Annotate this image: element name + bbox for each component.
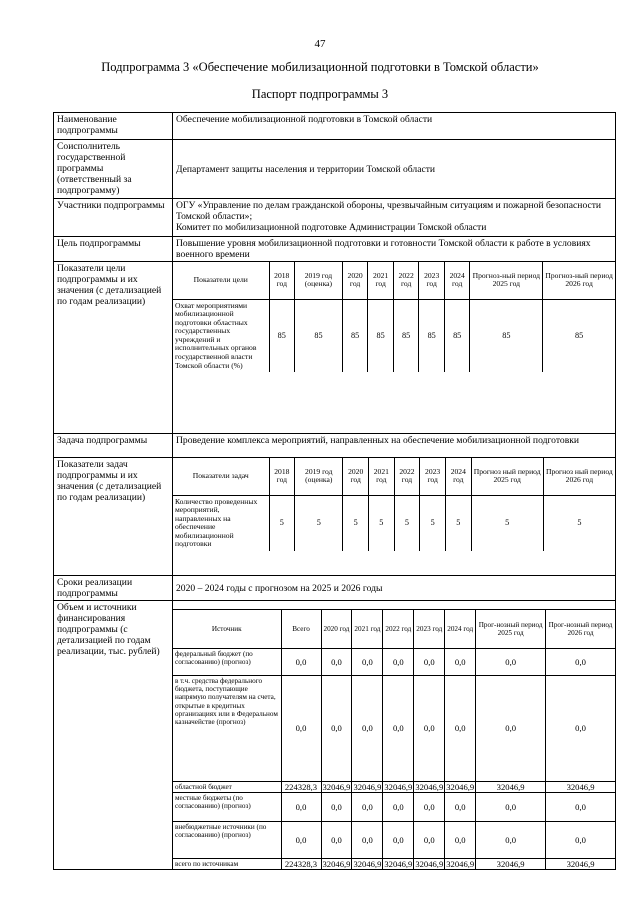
financing-value: 0,0	[445, 793, 476, 822]
indicator-value: 85	[444, 299, 470, 372]
financing-header-cell: 2024 год	[445, 610, 476, 649]
financing-value: 32046,9	[322, 782, 351, 792]
financing-value: 0,0	[445, 822, 476, 859]
financing-value: 0,0	[414, 822, 445, 859]
financing-row	[173, 793, 615, 822]
financing-value: 0,0	[476, 793, 546, 822]
indicator-value: 85	[543, 299, 615, 372]
row-label: Задача подпрограммы	[54, 434, 173, 458]
financing-header-cell: Прог-нозный период 2026 год	[546, 610, 615, 649]
financing-source: местные бюджеты (по согласованию) (прогноз)	[173, 793, 281, 822]
row-label: Наименование подпрограммы	[54, 113, 173, 140]
indicators-header	[173, 262, 615, 299]
indicator-value: 85	[295, 299, 343, 372]
financing-value: 0,0	[352, 822, 383, 859]
financing-value: 0,0	[476, 649, 546, 676]
financing-value: 32046,9	[546, 859, 615, 870]
financing-value: 0,0	[321, 649, 352, 676]
row-value: Повышение уровня мобилизационной подготовки и готовности Томской области к работе в условиях военного времени	[173, 237, 616, 262]
indicators-header	[173, 458, 615, 495]
year-header: 2020 год	[343, 458, 369, 495]
year-header: 2021 год	[368, 458, 394, 495]
row-task-indicators	[54, 458, 616, 576]
financing-source: всего по источникам	[173, 859, 281, 870]
row-goal	[54, 237, 616, 262]
year-header: 2018 год	[269, 458, 295, 495]
financing-value: 32046,9	[353, 859, 382, 870]
financing-value: 0,0	[546, 822, 615, 859]
year-header: Прогноз ный период 2026 год	[543, 458, 615, 495]
indicator-value: 5	[269, 495, 295, 551]
indicator-value: 85	[419, 299, 445, 372]
indicator-name: Количество проведенных мероприятий, направленных на обеспечение мобилизационной подготовки	[173, 495, 269, 551]
passport-table	[53, 112, 616, 870]
row-value: Обеспечение мобилизационной подготовки в Томской области	[173, 113, 616, 140]
indicator-value: 85	[368, 299, 394, 372]
indicators-header-label: Показатели задач	[173, 458, 269, 495]
page-number: 47	[314, 38, 326, 50]
row-label: Показатели задач подпрограммы и их значения (с детализацией по годам реализации)	[54, 458, 173, 576]
year-header: 2022 год	[394, 458, 420, 495]
year-header: 2020 год	[342, 262, 368, 299]
financing-header	[173, 610, 615, 649]
financing-row	[173, 822, 615, 859]
year-header: 2023 год	[419, 262, 445, 299]
financing-source: в т.ч. средства федерального бюджета, поступающие напрямую получателям на счета, открытые в кредитных организациях или в Федеральном казначействе (прогноз)	[173, 676, 281, 782]
indicator-value: 5	[543, 495, 615, 551]
year-header: 2024 год	[444, 262, 470, 299]
financing-value: 0,0	[445, 649, 476, 676]
financing-value: 0,0	[414, 649, 445, 676]
financing-row	[173, 782, 615, 793]
financing-value: 32046,9	[415, 859, 444, 870]
financing-value: 0,0	[281, 822, 321, 859]
year-header: 2019 год (оценка)	[295, 262, 343, 299]
financing-value: 0,0	[352, 793, 383, 822]
row-financing	[54, 601, 616, 870]
financing-value: 32046,9	[384, 859, 413, 870]
financing-value: 0,0	[414, 676, 445, 782]
financing-table	[173, 601, 615, 869]
financing-value: 32046,9	[446, 859, 475, 870]
row-task	[54, 434, 616, 458]
row-value	[173, 199, 616, 237]
row-label: Участники подпрограммы	[54, 199, 173, 237]
financing-row	[173, 676, 615, 782]
financing-value: 0,0	[546, 649, 615, 676]
participant-2: Комитет по мобилизационной подготовке Администрации Томской области	[176, 222, 487, 233]
financing-source: федеральный бюджет (по согласованию) (прогноз)	[173, 649, 281, 676]
financing-value: 0,0	[281, 793, 321, 822]
year-header: Прогноз ный период 2025 год	[471, 458, 543, 495]
row-goal-indicators	[54, 262, 616, 434]
financing-value: 0,0	[383, 793, 414, 822]
indicator-value: 5	[471, 495, 543, 551]
indicator-value: 85	[393, 299, 419, 372]
financing-cell	[173, 601, 616, 870]
financing-value: 0,0	[281, 676, 321, 782]
indicator-value: 5	[445, 495, 471, 551]
financing-source: внебюджетные источники (по согласованию) (прогноз)	[173, 822, 281, 859]
financing-value: 0,0	[476, 822, 546, 859]
financing-value: 0,0	[546, 676, 615, 782]
indicator-row	[173, 495, 615, 551]
indicator-value: 5	[295, 495, 343, 551]
row-value: Департамент защиты населения и территории Томской области	[173, 140, 616, 199]
financing-value: 0,0	[383, 822, 414, 859]
financing-row	[173, 859, 615, 870]
financing-value: 0,0	[445, 676, 476, 782]
year-header: 2021 год	[368, 262, 394, 299]
year-header: 2023 год	[420, 458, 446, 495]
row-label: Цель подпрограммы	[54, 237, 173, 262]
financing-header-cell: 2022 год	[383, 610, 414, 649]
indicator-value: 5	[343, 495, 369, 551]
financing-value: 32046,9	[446, 782, 475, 792]
row-label: Показатели цели подпрограммы и их значения (с детализацией по годам реализации)	[54, 262, 173, 434]
financing-value: 0,0	[281, 649, 321, 676]
document-title: Подпрограмма 3 «Обеспечение мобилизационной подготовки в Томской области»	[101, 60, 539, 74]
financing-value: 0,0	[546, 793, 615, 822]
row-name	[54, 113, 616, 140]
financing-value: 0,0	[352, 676, 383, 782]
row-terms	[54, 576, 616, 601]
financing-header-cell: Всего	[281, 610, 321, 649]
financing-value: 32046,9	[546, 782, 615, 793]
row-value: 2020 – 2024 годы с прогнозом на 2025 и 2026 годы	[173, 576, 616, 601]
indicator-value: 5	[394, 495, 420, 551]
financing-header-cell: Источник	[173, 610, 281, 649]
financing-value: 224328,3	[281, 782, 321, 793]
year-header: 2019 год (оценка)	[295, 458, 343, 495]
task-indicators-cell	[173, 458, 616, 576]
document-subtitle: Паспорт подпрограммы 3	[251, 87, 389, 101]
participant-1: ОГУ «Управление по делам гражданской обороны, чрезвычайным ситуациям и пожарной безопасности Томской области»;	[176, 200, 602, 222]
financing-value: 32046,9	[476, 859, 546, 870]
financing-value: 0,0	[321, 822, 352, 859]
goal-indicators-table	[173, 262, 615, 372]
financing-header-cell: 2021 год	[352, 610, 383, 649]
year-header: Прогноз-ный период 2025 год	[470, 262, 543, 299]
financing-value: 0,0	[476, 676, 546, 782]
row-label: Сроки реализации подпрограммы	[54, 576, 173, 601]
financing-row	[173, 649, 615, 676]
indicators-header-label: Показатели цели	[173, 262, 269, 299]
financing-value: 32046,9	[384, 782, 413, 792]
financing-value: 0,0	[383, 676, 414, 782]
financing-header-cell: Прог-нозный период 2025 год	[476, 610, 546, 649]
indicator-name: Охват мероприятиями мобилизационной подготовки областных государственных учреждений и исполнительных органов государственной власти Томской области (%)	[173, 299, 269, 372]
indicator-value: 5	[420, 495, 446, 551]
row-participants	[54, 199, 616, 237]
task-indicators-table	[173, 458, 615, 551]
row-value: Проведение комплекса мероприятий, направленных на обеспечение мобилизационной подготовки	[173, 434, 616, 458]
financing-value: 0,0	[321, 793, 352, 822]
row-label: Соисполнитель государственной программы (ответственный за подпрограмму)	[54, 140, 173, 199]
financing-value: 32046,9	[322, 859, 351, 870]
row-label: Объем и источники финансирования подпрограммы (с детализацией по годам реализации, тыс. рублей)	[54, 601, 173, 870]
financing-value: 0,0	[352, 649, 383, 676]
indicator-value: 85	[269, 299, 295, 372]
financing-value: 32046,9	[415, 782, 444, 792]
financing-value: 0,0	[414, 793, 445, 822]
indicator-value: 85	[342, 299, 368, 372]
financing-value: 224328,3	[281, 859, 321, 870]
financing-spacer	[173, 601, 615, 610]
financing-value: 32046,9	[353, 782, 382, 792]
indicator-value: 5	[368, 495, 394, 551]
financing-value: 0,0	[383, 649, 414, 676]
year-header: 2024 год	[445, 458, 471, 495]
row-coexecutor	[54, 140, 616, 199]
financing-header-cell: 2020 год	[321, 610, 352, 649]
year-header: 2022 год	[393, 262, 419, 299]
indicator-value: 85	[470, 299, 543, 372]
year-header: 2018 год	[269, 262, 295, 299]
financing-value: 32046,9	[476, 782, 546, 793]
financing-value: 0,0	[321, 676, 352, 782]
goal-indicators-cell	[173, 262, 616, 434]
financing-source: областной бюджет	[173, 782, 281, 793]
financing-header-cell: 2023 год	[414, 610, 445, 649]
year-header: Прогноз-ный период 2026 год	[543, 262, 615, 299]
indicator-row	[173, 299, 615, 372]
